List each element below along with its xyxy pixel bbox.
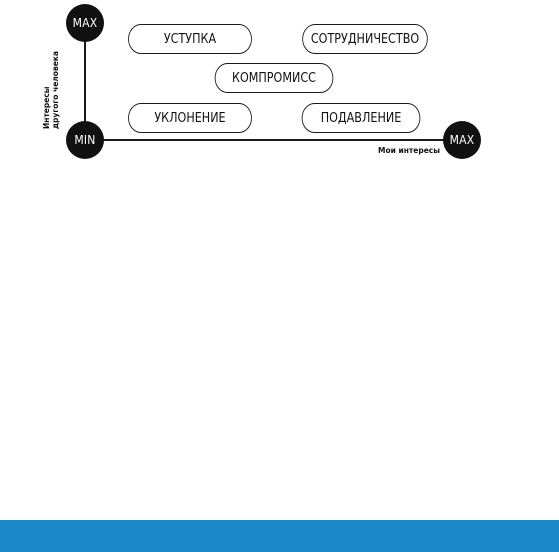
strategy-concession: УСТУПКА: [128, 24, 252, 54]
y-axis-max-node: MAX: [66, 4, 104, 42]
x-axis-max-node: MAX: [443, 121, 481, 159]
y-axis-label-line2: другого человека: [51, 51, 60, 129]
strategy-compromise: КОМПРОМИСС: [215, 63, 334, 93]
y-axis-label-line1: Интересы: [42, 86, 51, 129]
origin-min-node: MIN: [66, 121, 104, 159]
y-axis-label: [42, 51, 60, 129]
strategy-cooperation: СОТРУДНИЧЕСТВО: [302, 24, 428, 54]
bottom-color-bar: [0, 520, 559, 552]
strategy-suppression: ПОДАВЛЕНИЕ: [302, 103, 421, 133]
strategy-avoidance: УКЛОНЕНИЕ: [128, 103, 252, 133]
x-axis-label: Мои интересы: [378, 146, 441, 155]
x-axis-line: [86, 139, 464, 141]
